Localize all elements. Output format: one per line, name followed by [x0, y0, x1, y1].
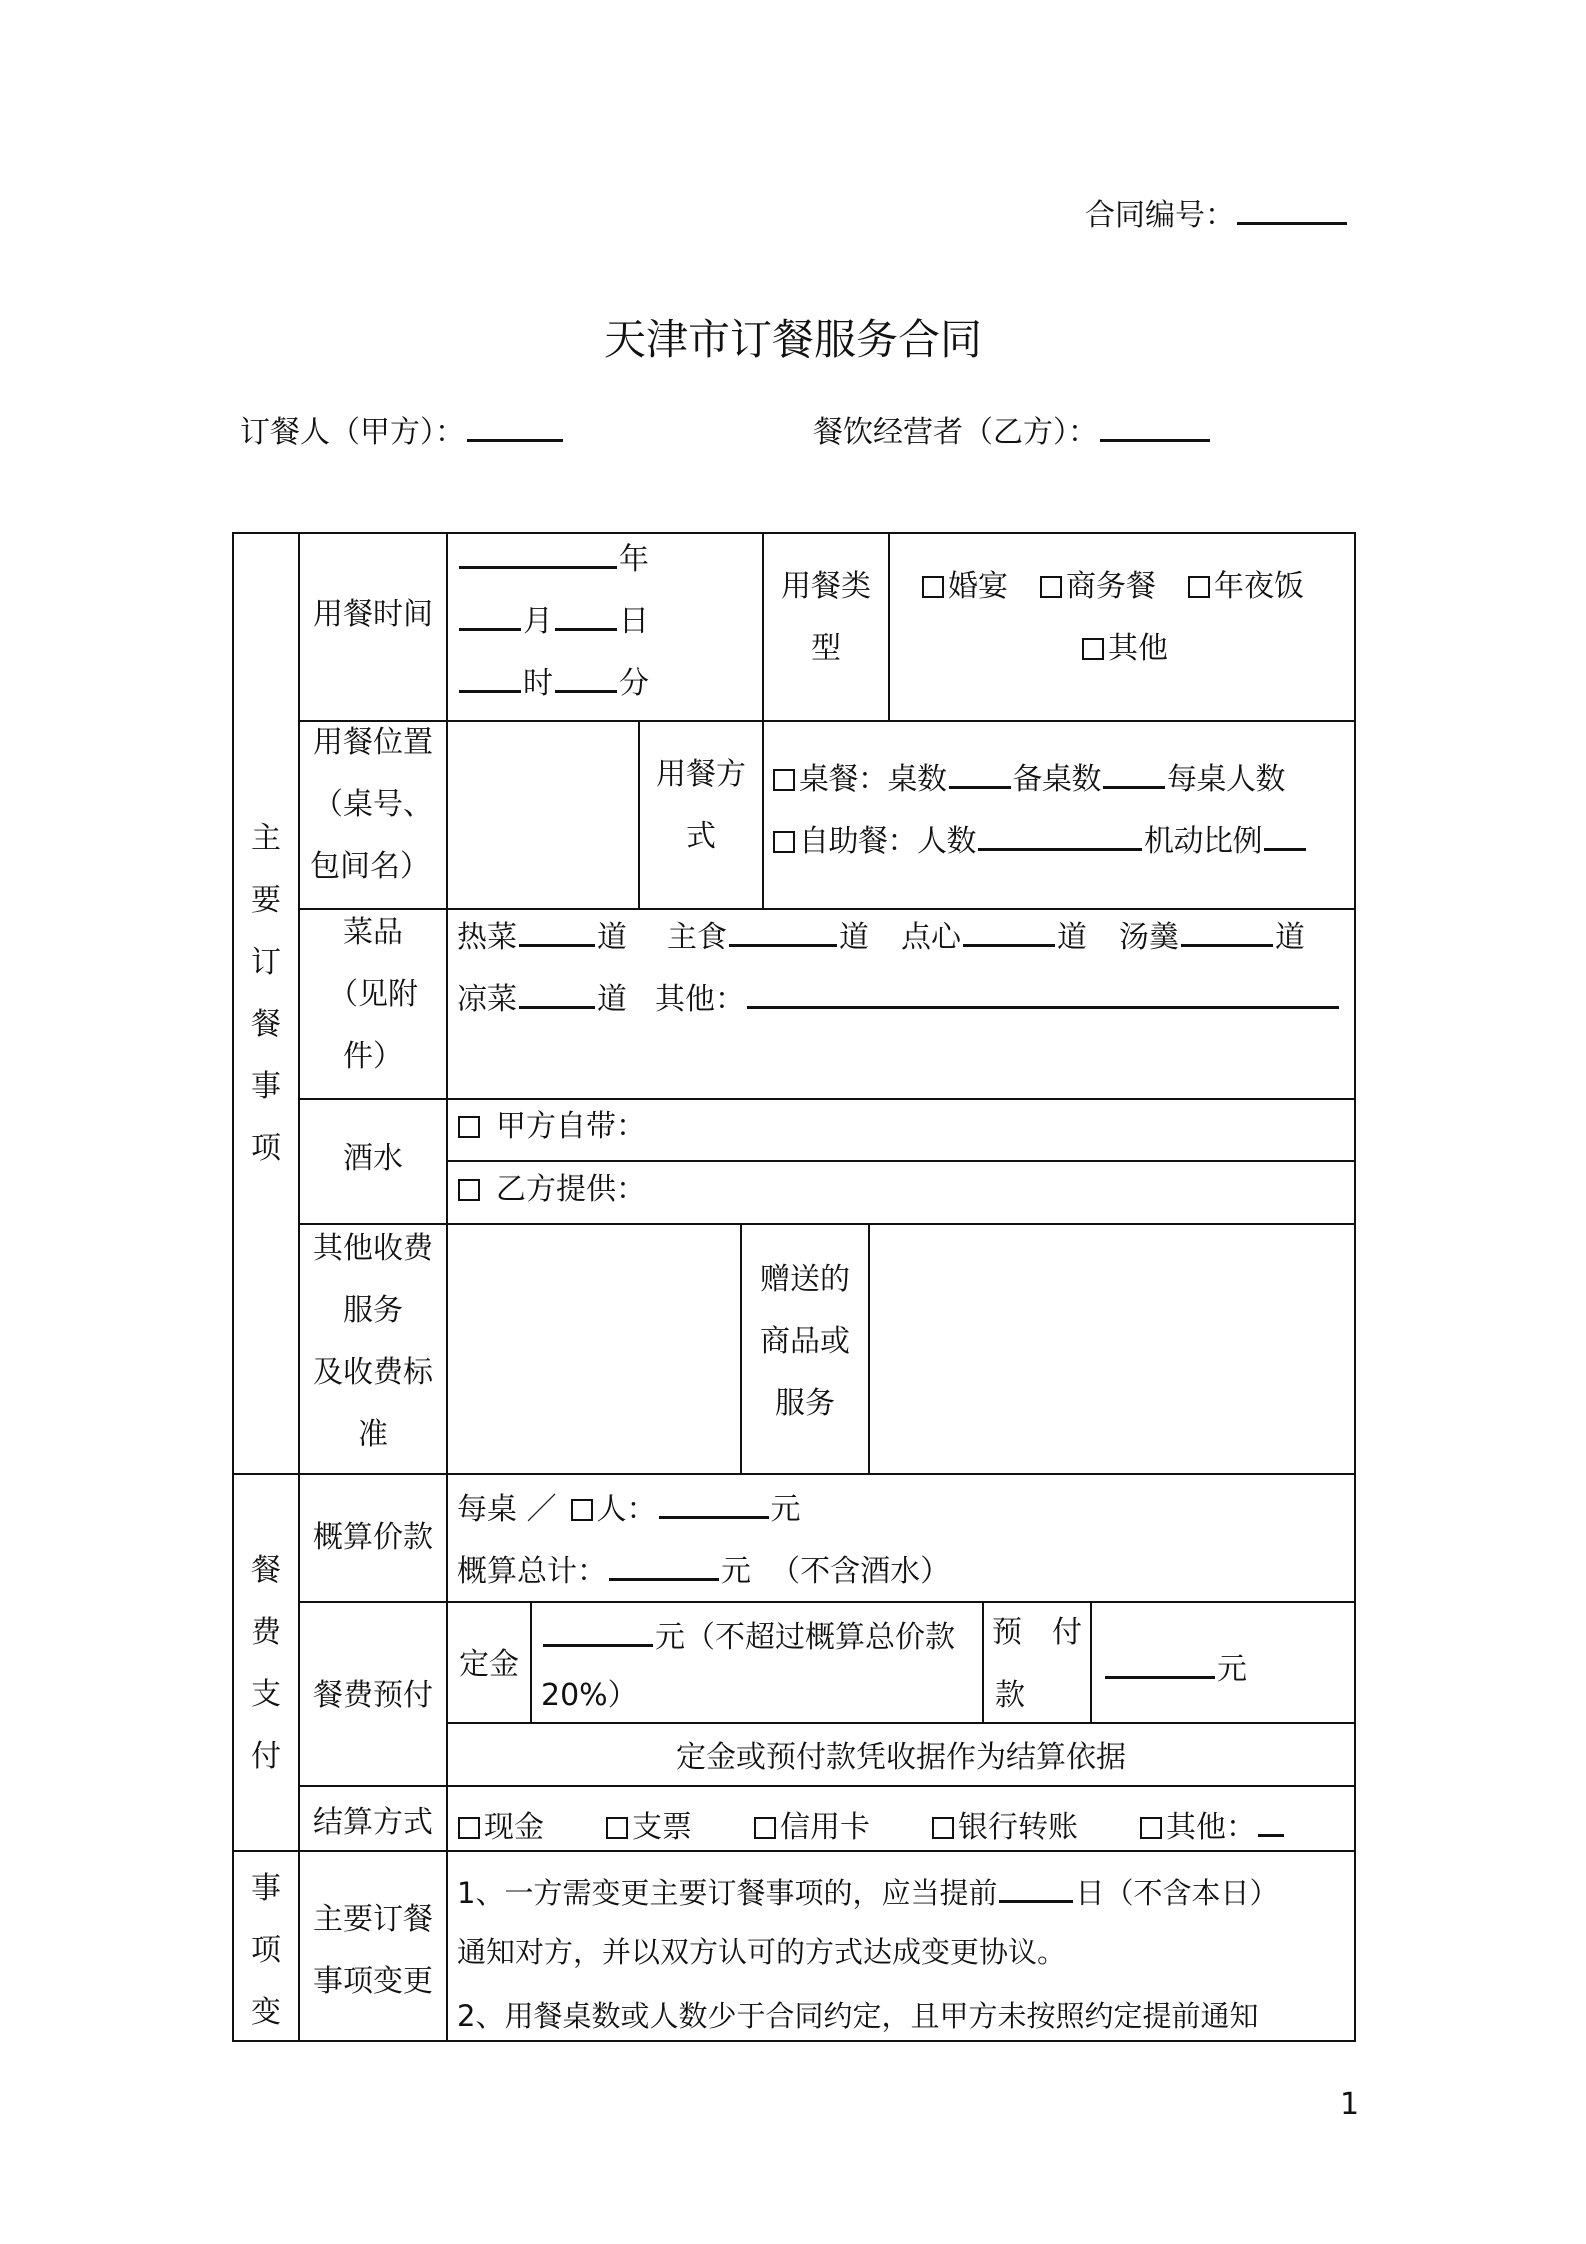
- gift-label-3: 服务: [775, 1386, 835, 1421]
- settlement-options: [458, 1808, 1286, 1843]
- meal-type-options-row1: [922, 569, 1304, 604]
- other-dish-label: 其他：: [655, 982, 745, 1017]
- checkbox-icon[interactable]: [458, 1179, 480, 1201]
- section-main-char: 要: [251, 883, 281, 918]
- change-clause-1-line-2: 通知对方，并以双方认可的方式达成变更协议。: [457, 1935, 1067, 1969]
- settlement-check[interactable]: [606, 1810, 692, 1845]
- checkbox-icon[interactable]: [1040, 576, 1062, 598]
- location-label-2: （桌号、: [313, 787, 433, 822]
- meal-clock-field: [457, 664, 649, 699]
- table-border: [298, 908, 1356, 910]
- section-change-label: [233, 1858, 299, 2044]
- meal-type-other[interactable]: [1082, 631, 1168, 666]
- meal-time-label: 用餐时间: [313, 597, 433, 632]
- checkbox-icon[interactable]: [922, 576, 944, 598]
- option-label: 甲方自带：: [496, 1109, 646, 1144]
- year-blank[interactable]: [459, 540, 617, 569]
- per-table-prefix: 每桌 ／: [457, 1492, 557, 1527]
- option-label: 年夜饭: [1214, 569, 1304, 604]
- table-border: [232, 1473, 1356, 1475]
- option-label: 现金: [484, 1810, 544, 1845]
- table-border: [762, 532, 764, 720]
- soup-label: 汤羹: [1119, 920, 1179, 955]
- advance-label-1: 预 付: [992, 1615, 1082, 1650]
- party-a-field: [240, 413, 565, 448]
- change-label-2: 事项变更: [313, 1964, 433, 1999]
- change-clause-2: 2、用餐桌数或人数少于合同约定，且甲方未按照约定提前通知: [457, 1999, 1259, 2033]
- checkbox-icon[interactable]: [754, 1817, 776, 1839]
- per-price-blank[interactable]: [659, 1490, 769, 1519]
- dishes-label-3: 件）: [343, 1039, 403, 1074]
- checkbox-icon[interactable]: [458, 1116, 480, 1138]
- drinks-party-b-option[interactable]: [458, 1172, 646, 1207]
- table-border: [232, 532, 234, 2042]
- deposit-line-2: 20%）: [541, 1678, 638, 1713]
- section-payment-label: [233, 1540, 299, 1788]
- per-table-label: 每桌人数: [1167, 762, 1285, 797]
- dishes-row-1: [457, 918, 1305, 953]
- total-blank[interactable]: [609, 1552, 719, 1581]
- location-label-1: 用餐位置: [313, 725, 433, 760]
- dishes-label-2: （见附: [328, 977, 418, 1012]
- section-main-char: 订: [251, 945, 281, 980]
- checkbox-icon[interactable]: [458, 1817, 480, 1839]
- table-border: [446, 1722, 1356, 1724]
- party-a-label: 订餐人（甲方）：: [240, 415, 465, 450]
- checkbox-icon[interactable]: [773, 769, 795, 791]
- settlement-bank-transfer[interactable]: [932, 1810, 1078, 1845]
- flex-ratio-blank[interactable]: [1264, 822, 1306, 851]
- location-input[interactable]: [448, 722, 638, 908]
- table-border: [530, 1601, 532, 1722]
- gift-input[interactable]: [870, 1225, 1354, 1473]
- hour-blank[interactable]: [459, 664, 521, 693]
- party-b-label: 餐饮经营者（乙方）：: [813, 415, 1098, 450]
- hot-dish-blank[interactable]: [519, 918, 595, 947]
- table-border: [298, 1601, 1356, 1603]
- section-payment-char: 付: [251, 1739, 281, 1774]
- settlement-label: 结算方式: [313, 1805, 433, 1840]
- dining-mode-label-2: 式: [686, 819, 716, 854]
- table-border: [232, 1850, 1356, 1852]
- table-border: [232, 532, 1356, 534]
- clause-1-text: 1、一方需变更主要订餐事项的，应当提前: [457, 1876, 998, 1910]
- staple-blank[interactable]: [729, 918, 837, 947]
- table-meal-option: [773, 760, 1285, 795]
- buffet-option: [773, 822, 1308, 857]
- other-fees-input[interactable]: [448, 1225, 740, 1473]
- gift-label-1: 赠送的: [760, 1262, 850, 1297]
- section-payment-char: 餐: [251, 1553, 281, 1588]
- section-change-char: 变: [251, 1995, 281, 2030]
- cold-dish-blank[interactable]: [519, 980, 595, 1009]
- total-suffix: 元 （不含酒水）: [721, 1554, 951, 1589]
- section-change-char: 项: [251, 1933, 281, 1968]
- advance-field: [1103, 1650, 1247, 1685]
- yuan-label: 元: [770, 1492, 801, 1527]
- advance-label-2: 款: [995, 1678, 1025, 1713]
- table-count-label: 桌餐：桌数: [799, 762, 947, 797]
- spare-table-blank[interactable]: [1103, 760, 1165, 789]
- meal-type-wedding[interactable]: [922, 569, 1008, 604]
- table-border: [1354, 532, 1356, 2042]
- cold-dish-label: 凉菜: [457, 982, 517, 1017]
- checkbox-icon[interactable]: [932, 1817, 954, 1839]
- change-clause-1: [457, 1874, 1278, 1908]
- buffet-count-label: 自助餐：人数: [799, 824, 976, 859]
- per-person-label: 人：: [596, 1492, 657, 1527]
- checkbox-icon[interactable]: [571, 1499, 593, 1521]
- table-border: [762, 720, 764, 908]
- other-fees-label-3: 及收费标: [313, 1355, 433, 1390]
- estimate-label: 概算价款: [313, 1520, 433, 1555]
- section-payment-char: 支: [251, 1677, 281, 1712]
- dining-mode-label-1: 用餐方: [656, 757, 746, 792]
- option-label: 其他: [1108, 631, 1168, 666]
- deposit-line-1: [541, 1618, 955, 1653]
- notice-days-blank[interactable]: [999, 1874, 1073, 1903]
- page-number: 1: [1340, 2087, 1360, 2122]
- contract-number-field: [1085, 196, 1349, 231]
- day-blank[interactable]: [555, 602, 617, 631]
- change-label-1: 主要订餐: [313, 1902, 433, 1937]
- option-label: 信用卡: [780, 1810, 870, 1845]
- contract-number-blank[interactable]: [1237, 196, 1347, 225]
- meal-year-field: [457, 540, 649, 575]
- table-border: [298, 1098, 1356, 1100]
- flex-ratio-label: 机动比例: [1144, 824, 1262, 859]
- location-label-3: 包间名）: [310, 849, 430, 884]
- deposit-blank[interactable]: [543, 1618, 653, 1647]
- other-fees-label-4: 准: [358, 1417, 388, 1452]
- drinks-party-a-option[interactable]: [458, 1109, 646, 1144]
- section-main-char: 主: [251, 821, 281, 856]
- month-label: 月: [523, 604, 553, 639]
- party-a-blank[interactable]: [467, 413, 563, 442]
- checkbox-icon[interactable]: [1188, 576, 1210, 598]
- unit-label: 道: [1057, 920, 1087, 955]
- unit-label: 道: [597, 920, 627, 955]
- contract-number-label: 合同编号：: [1085, 198, 1235, 233]
- option-label: 支票: [632, 1810, 692, 1845]
- table-count-blank[interactable]: [949, 760, 1011, 789]
- table-border: [1090, 1601, 1092, 1722]
- deposit-label: 定金: [459, 1647, 519, 1682]
- total-label: 概算总计：: [457, 1554, 607, 1589]
- other-fees-label-1: 其他收费: [313, 1231, 433, 1266]
- deposit-note: 元（不超过概算总价款: [655, 1620, 955, 1655]
- meal-type-label-1: 用餐类: [781, 569, 871, 604]
- unit-label: 道: [839, 920, 869, 955]
- spare-table-label: 备桌数: [1012, 762, 1101, 797]
- checkbox-icon[interactable]: [1082, 638, 1104, 660]
- section-change-char: 事: [251, 1871, 281, 1906]
- year-label: 年: [619, 542, 649, 577]
- meal-date-field: [457, 602, 649, 637]
- receipt-note: 定金或预付款凭收据作为结算依据: [676, 1740, 1126, 1775]
- unit-label: 道: [1275, 920, 1305, 955]
- unit-label: 道: [597, 982, 627, 1017]
- estimate-per-row: [457, 1490, 801, 1525]
- dishes-label-1: 菜品: [343, 915, 403, 950]
- hour-label: 时: [523, 666, 553, 701]
- option-label: 其他：: [1166, 1810, 1256, 1845]
- party-b-blank[interactable]: [1100, 413, 1210, 442]
- meal-type-new-year-eve[interactable]: [1188, 569, 1304, 604]
- party-b-field: [813, 413, 1212, 448]
- checkbox-icon[interactable]: [1140, 1817, 1162, 1839]
- dessert-blank[interactable]: [963, 918, 1055, 947]
- section-payment-char: 费: [251, 1615, 281, 1650]
- settlement-other[interactable]: [1140, 1810, 1256, 1845]
- meal-type-label-2: 型: [811, 631, 841, 666]
- other-fees-label-2: 服务: [343, 1293, 403, 1328]
- day-label: 日: [619, 604, 649, 639]
- table-border: [638, 720, 640, 908]
- table-border: [298, 1785, 1356, 1787]
- table-border: [232, 2040, 1356, 2042]
- option-label: 乙方提供：: [496, 1172, 646, 1207]
- minute-blank[interactable]: [555, 664, 617, 693]
- estimate-total-row: [457, 1552, 950, 1587]
- month-blank[interactable]: [459, 602, 521, 631]
- option-label: 银行转账: [958, 1810, 1078, 1845]
- yuan-label: 元: [1217, 1652, 1247, 1687]
- option-label: 商务餐: [1066, 569, 1156, 604]
- section-main-label: [233, 808, 299, 1180]
- table-border: [446, 1160, 1356, 1162]
- dishes-row-2: [457, 980, 1341, 1015]
- settlement-other-blank[interactable]: [1258, 1808, 1284, 1837]
- minute-label: 分: [619, 666, 649, 701]
- option-label: 婚宴: [948, 569, 1008, 604]
- checkbox-icon[interactable]: [773, 831, 795, 853]
- buffet-count-blank[interactable]: [978, 822, 1142, 851]
- section-main-char: 事: [251, 1069, 281, 1104]
- soup-blank[interactable]: [1181, 918, 1273, 947]
- section-main-char: 餐: [251, 1007, 281, 1042]
- gift-label-2: 商品或: [760, 1324, 850, 1359]
- checkbox-icon[interactable]: [606, 1817, 628, 1839]
- section-main-char: 项: [251, 1131, 281, 1166]
- hot-dish-label: 热菜: [457, 920, 517, 955]
- other-dish-blank[interactable]: [747, 980, 1339, 1009]
- prepay-label: 餐费预付: [313, 1678, 433, 1713]
- staple-label: 主食: [667, 920, 727, 955]
- table-border: [888, 532, 890, 720]
- settlement-credit-card[interactable]: [754, 1810, 870, 1845]
- drinks-label: 酒水: [343, 1141, 403, 1176]
- clause-1-suffix: 日（不含本日）: [1075, 1876, 1279, 1910]
- dessert-label: 点心: [901, 920, 961, 955]
- settlement-cash[interactable]: [458, 1810, 544, 1845]
- meal-type-business[interactable]: [1040, 569, 1156, 604]
- advance-blank[interactable]: [1105, 1650, 1215, 1679]
- page-title: 天津市订餐服务合同: [603, 315, 982, 364]
